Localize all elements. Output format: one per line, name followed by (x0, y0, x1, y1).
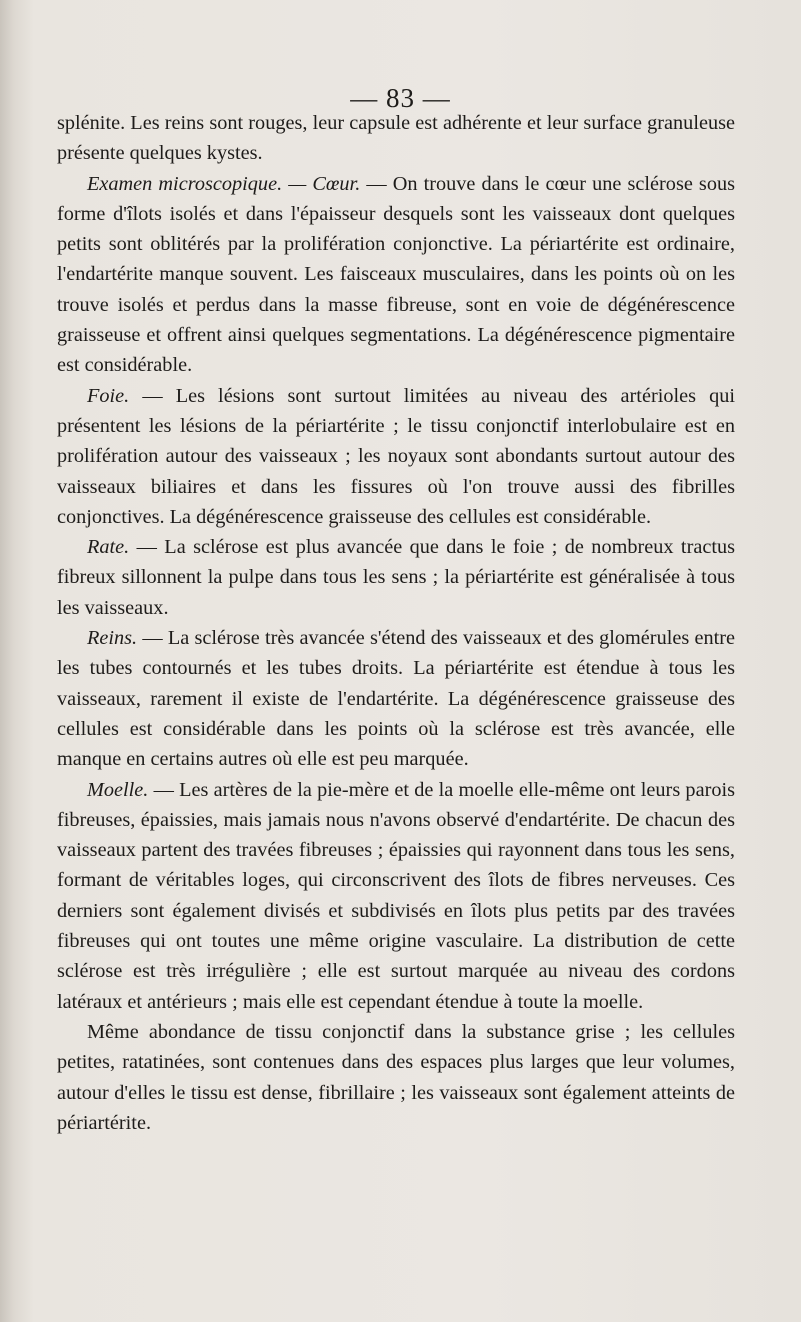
paragraph-kidneys (57, 623, 735, 774)
paragraph-lead: Examen microscopique. — Cœur. (87, 172, 361, 195)
body-text (57, 108, 735, 1138)
paragraph-text: — On trouve dans le cœur une sclérose sous forme d'îlots isolés et dans l'épaisseur desquels sont les vaisseaux dont quelques petits sont oblitérés par la prolifération conjonctive. La périartérite est ordinaire, l'endartérite manque souvent. Les faisceaux musculaires, dans les points où on les trouve isolés et perdus dans la masse fibreuse, sont en voie de dégénérescence graisseuse et offrent ainsi quelques segmentations. La dégénérescence pigmentaire est considérable. (57, 172, 735, 377)
paragraph-text: splénite. Les reins sont rouges, leur capsule est adhérente et leur surface granuleuse présente quelques kystes. (57, 112, 735, 165)
paragraph-text: — La sclérose est plus avancée que dans le foie ; de nombreux tractus fibreux sillonnent la pulpe dans tous les sens ; la périartérite est généralisée à tous les vaisseaux. (57, 536, 735, 619)
paragraph-spleen (57, 532, 735, 623)
paragraph-microscopic-exam-heart (57, 169, 735, 381)
paragraph-liver (57, 381, 735, 532)
page-number: — 83 — (350, 83, 451, 113)
paragraph-grey-matter (57, 1017, 735, 1138)
paragraph-text: — Les artères de la pie-mère et de la moelle elle-même ont leurs parois fibreuses, épaissies, mais jamais nous n'avons observé d'endartérite. De chacun des vaisseaux partent des travées fibreuses ; épaissies qui rayonnent dans tous les sens, formant de véritables loges, qui circonscrivent des îlots de fibres nerveuses. Ces derniers sont également divisés et subdivisés en îlots plus petits par des travées fibreuses qui ont toutes une même origine vasculaire. La distribution de cette sclérose est très irrégulière ; elle est surtout marquée au niveau des cordons latéraux et antérieurs ; mais elle est cependant étendue à toute la moelle. (57, 778, 735, 1013)
paragraph-text: — Les lésions sont surtout limitées au niveau des artérioles qui présentent les lésions de la périartérite ; le tissu conjonctif interlobulaire est en prolifération autour des vaisseaux ; les noyaux sont abondants surtout autour des vaisseaux biliaires et dans les fissures où l'on trouve aussi des fibrilles conjonctives. La dégénérescence graisseuse des cellules est considérable. (57, 384, 735, 528)
paragraph-text: — La sclérose très avancée s'étend des vaisseaux et des glomérules entre les tubes contournés et les tubes droits. La périartérite est étendue à tous les vaisseaux, rarement il existe de l'endartérite. La dégénérescence graisseuse des cellules est considérable dans les points où la sclérose est très avancée, elle manque en certains autres où elle est peu marquée. (57, 627, 735, 771)
paragraph-text: Même abondance de tissu conjonctif dans la substance grise ; les cellules petites, ratatinées, sont contenues dans des espaces plus larges que leur volumes, autour d'elles le tissu est dense, fibrillaire ; les vaisseaux sont également atteints de périartérite. (57, 1020, 735, 1134)
paragraph-continuation (57, 108, 735, 169)
paragraph-lead: Reins. (87, 627, 138, 650)
paragraph-lead: Moelle. (87, 778, 149, 801)
paragraph-lead: Rate. (87, 536, 130, 559)
paragraph-spinal-cord (57, 775, 735, 1017)
paragraph-lead: Foie. (87, 384, 130, 407)
